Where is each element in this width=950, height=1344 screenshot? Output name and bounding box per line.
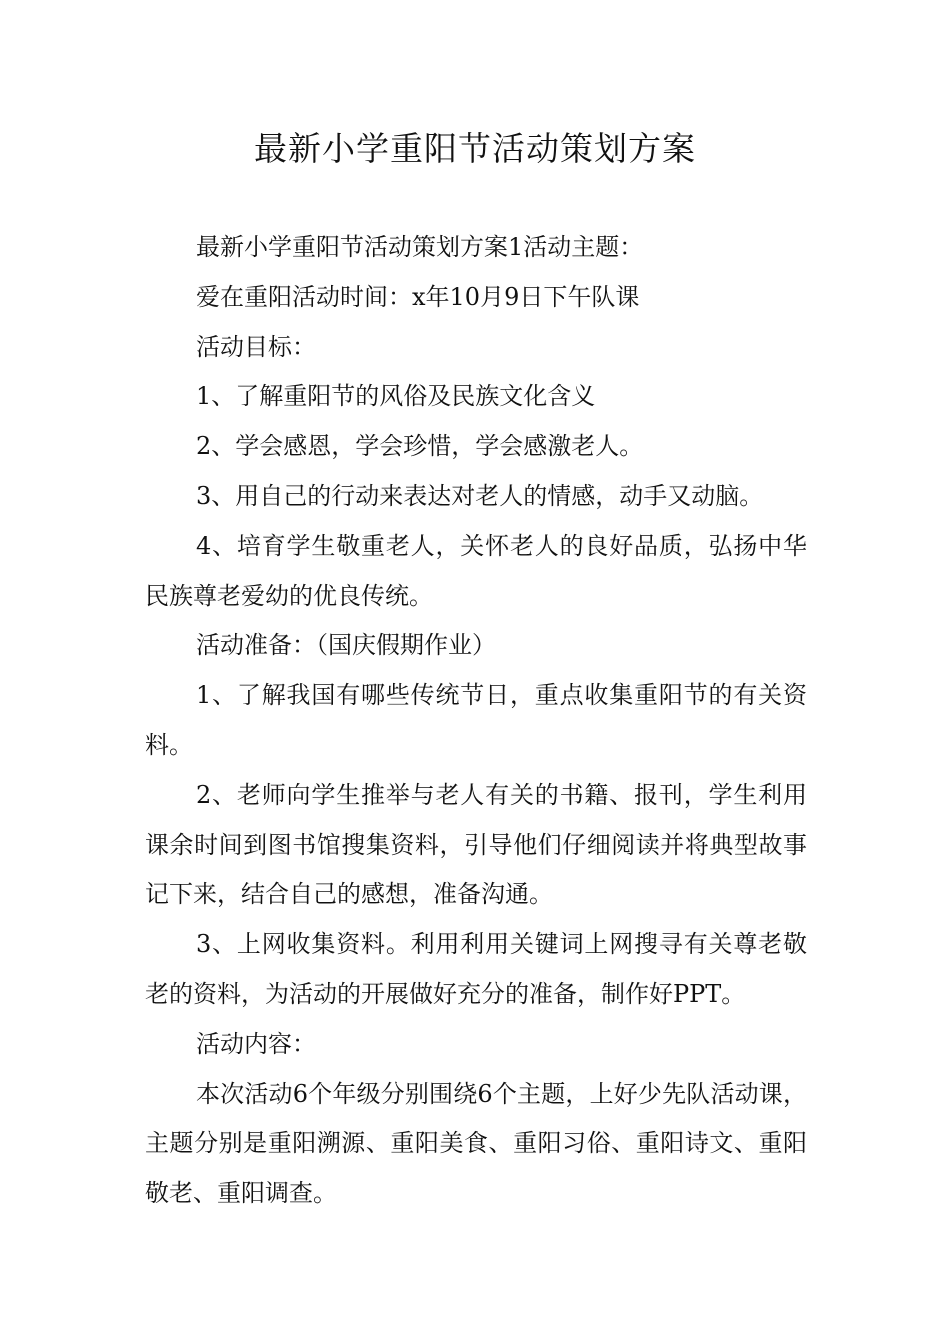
paragraph: 爱在重阳活动时间：x年10月9日下午队课 <box>196 282 640 311</box>
paragraph: 1、了解重阳节的风俗及民族文化含义 <box>196 382 596 411</box>
paragraph: 本次活动6个年级分别围绕6个主题，上好少先队活动课，主题分别是重阳溯源、重阳美食、重阳习俗、重阳诗文、重阳敬老、重阳调查。 <box>145 1079 807 1208</box>
paragraph: 活动目标： <box>196 332 316 361</box>
document-body <box>145 223 807 1219</box>
paragraph: 活动内容： <box>196 1029 316 1058</box>
paragraph: 最新小学重阳节活动策划方案1活动主题： <box>196 233 644 261</box>
paragraph: 活动准备：（国庆假期作业） <box>196 631 496 660</box>
paragraph: 2、学会感恩，学会珍惜，学会感激老人。 <box>196 432 644 461</box>
paragraph: 2、老师向学生推举与老人有关的书籍、报刊，学生利用课余时间到图书馆搜集资料，引导他们仔细阅读并将典型故事记下来，结合自己的感想，准备沟通。 <box>145 780 807 909</box>
document-title: 最新小学重阳节活动策划方案 <box>254 129 696 168</box>
paragraph: 1、了解我国有哪些传统节日，重点收集重阳节的有关资料。 <box>145 681 807 759</box>
paragraph: 3、用自己的行动来表达对老人的情感，动手又动脑。 <box>196 481 764 510</box>
paragraph: 3、上网收集资料。利用利用关键词上网搜寻有关尊老敬老的资料，为活动的开展做好充分的准备，制作好PPT。 <box>145 930 807 1008</box>
paragraph: 4、培育学生敬重老人，关怀老人的良好品质，弘扬中华民族尊老爱幼的优良传统。 <box>145 531 807 610</box>
